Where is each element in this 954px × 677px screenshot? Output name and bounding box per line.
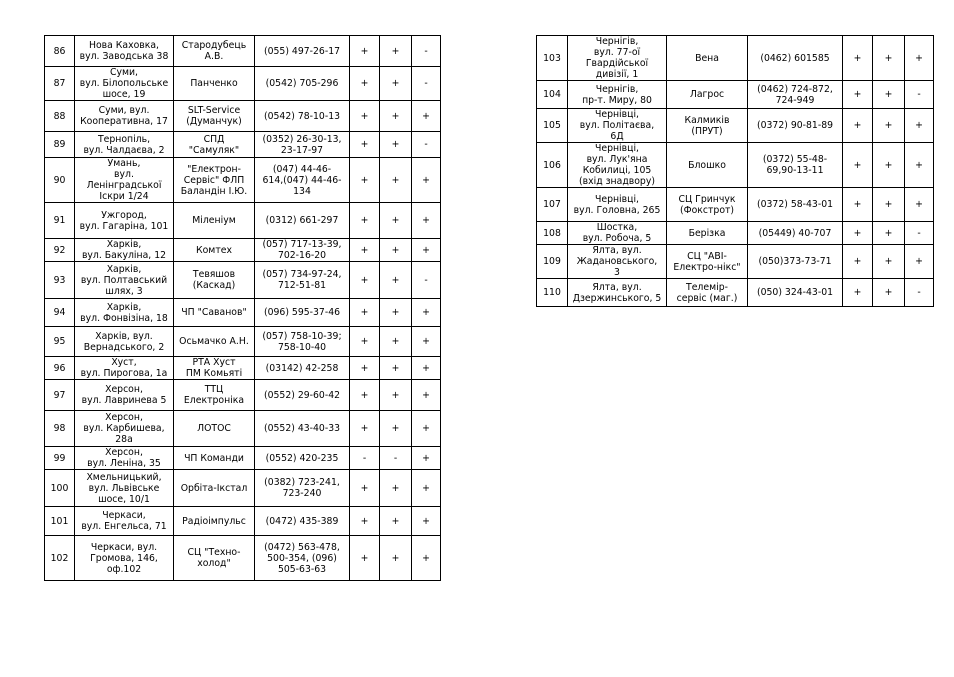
mark-cell-3: + xyxy=(412,507,441,536)
mark-cell-2: + xyxy=(873,109,905,143)
address-cell: Ялта, вул. Дзержинського, 5 xyxy=(568,279,667,307)
mark-cell-3: + xyxy=(412,299,441,327)
row-number: 101 xyxy=(45,507,75,536)
mark-cell-1: + xyxy=(350,357,380,380)
mark-cell-3: - xyxy=(412,67,441,101)
phone-cell: (0542) 705-296 xyxy=(255,67,350,101)
mark-cell-3: + xyxy=(412,536,441,581)
service-name-cell: ЛОТОС xyxy=(174,411,255,447)
mark-cell-2: + xyxy=(380,507,412,536)
phone-cell: (057) 758-10-39; 758-10-40 xyxy=(255,327,350,357)
table-row xyxy=(45,357,441,380)
address-cell: Шостка, вул. Робоча, 5 xyxy=(568,222,667,245)
service-name-cell: Осьмачко А.Н. xyxy=(174,327,255,357)
mark-cell-2: + xyxy=(873,188,905,222)
mark-cell-1: + xyxy=(843,81,873,109)
mark-cell-3: - xyxy=(412,36,441,67)
service-name-cell: ЧП "Саванов" xyxy=(174,299,255,327)
phone-cell: (057) 734-97-24, 712-51-81 xyxy=(255,262,350,299)
mark-cell-2: + xyxy=(380,299,412,327)
mark-cell-2: + xyxy=(873,245,905,279)
service-name-cell: Комтех xyxy=(174,239,255,262)
mark-cell-1: - xyxy=(350,447,380,470)
mark-cell-2: + xyxy=(380,132,412,158)
table-row xyxy=(45,447,441,470)
mark-cell-3: + xyxy=(412,380,441,411)
table-row xyxy=(45,101,441,132)
row-number: 95 xyxy=(45,327,75,357)
mark-cell-1: + xyxy=(843,245,873,279)
mark-cell-3: + xyxy=(905,36,934,81)
table-row xyxy=(45,262,441,299)
phone-cell: (03142) 42-258 xyxy=(255,357,350,380)
table-row xyxy=(45,327,441,357)
row-number: 97 xyxy=(45,380,75,411)
service-name-cell: ТТЦ Електроніка xyxy=(174,380,255,411)
phone-cell: (0472) 435-389 xyxy=(255,507,350,536)
mark-cell-3: - xyxy=(905,81,934,109)
phone-cell: (0382) 723-241, 723-240 xyxy=(255,470,350,507)
mark-cell-1: + xyxy=(843,222,873,245)
table-row xyxy=(537,222,934,245)
address-cell: Харків, вул. Фонвізіна, 18 xyxy=(75,299,174,327)
table-row xyxy=(45,507,441,536)
mark-cell-1: + xyxy=(350,470,380,507)
phone-cell: (096) 595-37-46 xyxy=(255,299,350,327)
table-row xyxy=(45,158,441,203)
mark-cell-1: + xyxy=(350,203,380,239)
service-name-cell: СЦ "АВІ- Електро-нікс" xyxy=(667,245,748,279)
mark-cell-3: + xyxy=(905,188,934,222)
phone-cell: (0462) 601585 xyxy=(748,36,843,81)
phone-cell: (047) 44-46- 614,(047) 44-46- 134 xyxy=(255,158,350,203)
address-cell: Чернігів, вул. 77-ої Гвардійської дивізії, 1 xyxy=(568,36,667,81)
table-row xyxy=(45,239,441,262)
mark-cell-1: + xyxy=(350,299,380,327)
mark-cell-3: + xyxy=(412,447,441,470)
phone-cell: (0372) 55-48- 69,90-13-11 xyxy=(748,143,843,188)
mark-cell-3: + xyxy=(905,245,934,279)
mark-cell-1: + xyxy=(350,101,380,132)
table-row xyxy=(45,299,441,327)
service-name-cell: Міленіум xyxy=(174,203,255,239)
mark-cell-3: + xyxy=(412,101,441,132)
phone-cell: (050) 324-43-01 xyxy=(748,279,843,307)
row-number: 105 xyxy=(537,109,568,143)
phone-cell: (0542) 78-10-13 xyxy=(255,101,350,132)
mark-cell-1: + xyxy=(350,36,380,67)
row-number: 109 xyxy=(537,245,568,279)
row-number: 92 xyxy=(45,239,75,262)
table-row xyxy=(45,470,441,507)
phone-cell: (0552) 29-60-42 xyxy=(255,380,350,411)
mark-cell-1: + xyxy=(350,132,380,158)
service-name-cell: Радіоімпульс xyxy=(174,507,255,536)
service-name-cell: Стародубець А.В. xyxy=(174,36,255,67)
service-name-cell: Вена xyxy=(667,36,748,81)
service-name-cell: СЦ Гринчук (Фокстрот) xyxy=(667,188,748,222)
mark-cell-2: - xyxy=(380,447,412,470)
row-number: 100 xyxy=(45,470,75,507)
row-number: 96 xyxy=(45,357,75,380)
mark-cell-1: + xyxy=(843,279,873,307)
mark-cell-2: + xyxy=(873,279,905,307)
row-number: 98 xyxy=(45,411,75,447)
service-name-cell: Калмиків (ПРУТ) xyxy=(667,109,748,143)
address-cell: Ялта, вул. Жадановського, 3 xyxy=(568,245,667,279)
mark-cell-2: + xyxy=(380,327,412,357)
mark-cell-1: + xyxy=(350,507,380,536)
mark-cell-3: - xyxy=(905,222,934,245)
mark-cell-2: + xyxy=(380,36,412,67)
mark-cell-3: - xyxy=(412,132,441,158)
mark-cell-1: + xyxy=(843,109,873,143)
row-number: 106 xyxy=(537,143,568,188)
address-cell: Харків, вул. Вернадського, 2 xyxy=(75,327,174,357)
service-name-cell: Тевяшов (Каскад) xyxy=(174,262,255,299)
mark-cell-2: + xyxy=(380,203,412,239)
row-number: 108 xyxy=(537,222,568,245)
address-cell: Суми, вул. Кооперативна, 17 xyxy=(75,101,174,132)
table-row xyxy=(45,536,441,581)
table-row xyxy=(537,279,934,307)
table-row xyxy=(45,380,441,411)
address-cell: Нова Каховка, вул. Заводська 38 xyxy=(75,36,174,67)
address-cell: Умань, вул. Ленінградської Іскри 1/24 xyxy=(75,158,174,203)
mark-cell-2: + xyxy=(380,470,412,507)
address-cell: Харків, вул. Бакуліна, 12 xyxy=(75,239,174,262)
row-number: 86 xyxy=(45,36,75,67)
table-row xyxy=(45,132,441,158)
mark-cell-2: + xyxy=(380,67,412,101)
phone-cell: (0462) 724-872, 724-949 xyxy=(748,81,843,109)
mark-cell-1: + xyxy=(350,239,380,262)
phone-cell: (0372) 90-81-89 xyxy=(748,109,843,143)
mark-cell-3: - xyxy=(905,279,934,307)
mark-cell-1: + xyxy=(350,262,380,299)
table-row xyxy=(45,203,441,239)
address-cell: Херсон, вул. Карбишева, 28а xyxy=(75,411,174,447)
phone-cell: (0352) 26-30-13, 23-17-97 xyxy=(255,132,350,158)
mark-cell-1: + xyxy=(843,143,873,188)
mark-cell-2: + xyxy=(380,536,412,581)
mark-cell-3: - xyxy=(412,262,441,299)
address-cell: Хмельницький, вул. Львівське шосе, 10/1 xyxy=(75,470,174,507)
mark-cell-3: + xyxy=(412,158,441,203)
row-number: 87 xyxy=(45,67,75,101)
service-centers-table-right xyxy=(536,35,934,307)
phone-cell: (0552) 43-40-33 xyxy=(255,411,350,447)
mark-cell-3: + xyxy=(905,109,934,143)
mark-cell-3: + xyxy=(412,239,441,262)
mark-cell-3: + xyxy=(412,411,441,447)
row-number: 88 xyxy=(45,101,75,132)
table-row xyxy=(537,245,934,279)
address-cell: Херсон, вул. Леніна, 35 xyxy=(75,447,174,470)
mark-cell-3: + xyxy=(905,143,934,188)
mark-cell-2: + xyxy=(380,380,412,411)
phone-cell: (057) 717-13-39, 702-16-20 xyxy=(255,239,350,262)
address-cell: Харків, вул. Полтавський шлях, 3 xyxy=(75,262,174,299)
service-centers-table-left xyxy=(44,35,441,581)
address-cell: Чернівці, вул. Головна, 265 xyxy=(568,188,667,222)
service-name-cell: Блошко xyxy=(667,143,748,188)
service-name-cell: СЦ "Техно- холод" xyxy=(174,536,255,581)
phone-cell: (055) 497-26-17 xyxy=(255,36,350,67)
address-cell: Черкаси, вул. Громова, 146, оф.102 xyxy=(75,536,174,581)
mark-cell-3: + xyxy=(412,470,441,507)
service-name-cell: ЧП Команди xyxy=(174,447,255,470)
row-number: 104 xyxy=(537,81,568,109)
table-row xyxy=(537,81,934,109)
row-number: 107 xyxy=(537,188,568,222)
mark-cell-3: + xyxy=(412,203,441,239)
service-name-cell: Орбіта-Ікстал xyxy=(174,470,255,507)
address-cell: Чернігів, пр-т. Миру, 80 xyxy=(568,81,667,109)
mark-cell-2: + xyxy=(380,239,412,262)
address-cell: Херсон, вул. Лавринева 5 xyxy=(75,380,174,411)
table-row xyxy=(45,67,441,101)
mark-cell-2: + xyxy=(873,143,905,188)
table-row xyxy=(537,109,934,143)
table-row xyxy=(45,36,441,67)
service-name-cell: "Електрон- Сервіс" ФЛП Баландін І.Ю. xyxy=(174,158,255,203)
phone-cell: (0552) 420-235 xyxy=(255,447,350,470)
mark-cell-2: + xyxy=(873,81,905,109)
phone-cell: (05449) 40-707 xyxy=(748,222,843,245)
service-name-cell: СПД "Самуляк" xyxy=(174,132,255,158)
mark-cell-2: + xyxy=(380,357,412,380)
service-name-cell: SLT-Service (Думанчук) xyxy=(174,101,255,132)
mark-cell-1: + xyxy=(350,67,380,101)
mark-cell-2: + xyxy=(380,262,412,299)
address-cell: Чернівці, вул. Лук'яна Кобилиці, 105 (вхід знадвору) xyxy=(568,143,667,188)
address-cell: Тернопіль, вул. Чалдаєва, 2 xyxy=(75,132,174,158)
mark-cell-1: + xyxy=(843,188,873,222)
mark-cell-1: + xyxy=(843,36,873,81)
phone-cell: (050)373-73-71 xyxy=(748,245,843,279)
table-row xyxy=(45,411,441,447)
row-number: 102 xyxy=(45,536,75,581)
mark-cell-1: + xyxy=(350,327,380,357)
table-row xyxy=(537,188,934,222)
row-number: 103 xyxy=(537,36,568,81)
address-cell: Суми, вул. Білопольське шосе, 19 xyxy=(75,67,174,101)
phone-cell: (0472) 563-478, 500-354, (096) 505-63-63 xyxy=(255,536,350,581)
service-name-cell: РТА Хуст ПМ Комьяті xyxy=(174,357,255,380)
phone-cell: (0372) 58-43-01 xyxy=(748,188,843,222)
mark-cell-2: + xyxy=(380,158,412,203)
service-name-cell: Телемір- сервіс (маг.) xyxy=(667,279,748,307)
mark-cell-1: + xyxy=(350,411,380,447)
row-number: 89 xyxy=(45,132,75,158)
mark-cell-3: + xyxy=(412,327,441,357)
row-number: 93 xyxy=(45,262,75,299)
mark-cell-2: + xyxy=(873,222,905,245)
mark-cell-1: + xyxy=(350,380,380,411)
table-row xyxy=(537,36,934,81)
address-cell: Ужгород, вул. Гагаріна, 101 xyxy=(75,203,174,239)
address-cell: Хуст, вул. Пирогова, 1а xyxy=(75,357,174,380)
mark-cell-2: + xyxy=(380,411,412,447)
service-name-cell: Панченко xyxy=(174,67,255,101)
row-number: 94 xyxy=(45,299,75,327)
table-row xyxy=(537,143,934,188)
mark-cell-2: + xyxy=(873,36,905,81)
mark-cell-1: + xyxy=(350,158,380,203)
mark-cell-2: + xyxy=(380,101,412,132)
mark-cell-1: + xyxy=(350,536,380,581)
service-name-cell: Лагрос xyxy=(667,81,748,109)
row-number: 99 xyxy=(45,447,75,470)
row-number: 91 xyxy=(45,203,75,239)
service-name-cell: Берізка xyxy=(667,222,748,245)
phone-cell: (0312) 661-297 xyxy=(255,203,350,239)
mark-cell-3: + xyxy=(412,357,441,380)
address-cell: Черкаси, вул. Енгельса, 71 xyxy=(75,507,174,536)
row-number: 90 xyxy=(45,158,75,203)
address-cell: Чернівці, вул. Політаєва, 6Д xyxy=(568,109,667,143)
row-number: 110 xyxy=(537,279,568,307)
